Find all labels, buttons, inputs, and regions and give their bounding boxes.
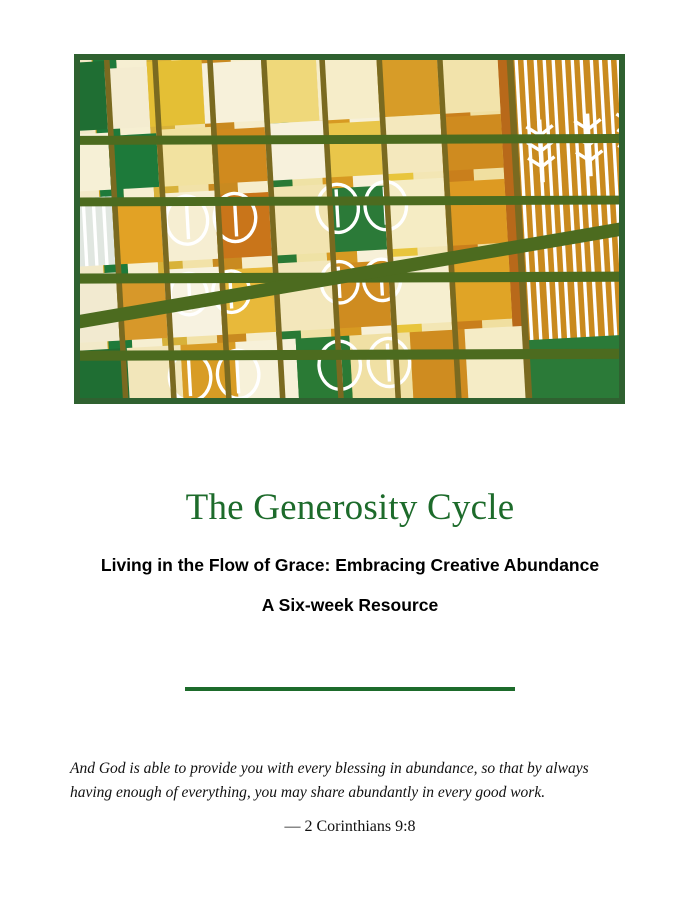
glass-tile [380,114,443,174]
title-block [0,485,700,617]
scripture-quote: And God is able to provide you with every blessing in abundance, so that by always having enough of everything, you may share abundantly in every good work. [70,760,589,801]
stained-glass-illustration [80,60,619,398]
glass-tile [444,179,508,247]
glass-tile [265,120,328,180]
glass-perspective-layer [80,60,619,398]
glass-tile [376,60,440,117]
tree-motif-icon [573,113,606,177]
glass-tile-right-green-base [525,333,619,398]
glass-tile [448,254,512,322]
page-subtitle: Living in the Flow of Grace: Embracing Creative Abundance [100,555,600,575]
window-mullion-horizontal [80,133,619,144]
page-sub-subtitle: A Six-week Resource [261,595,439,615]
glass-tile [325,121,382,177]
glass-tile [464,325,528,398]
page-title: The Generosity Cycle [185,487,515,528]
section-divider [185,687,515,691]
white-stripe-group-left [80,197,116,268]
scripture-reference: — 2 Corinthians 9:8 [284,818,416,835]
tree-motif-icon [525,119,558,183]
cover-image [74,54,625,404]
glass-tile [80,61,108,132]
glass-tile [436,60,500,114]
